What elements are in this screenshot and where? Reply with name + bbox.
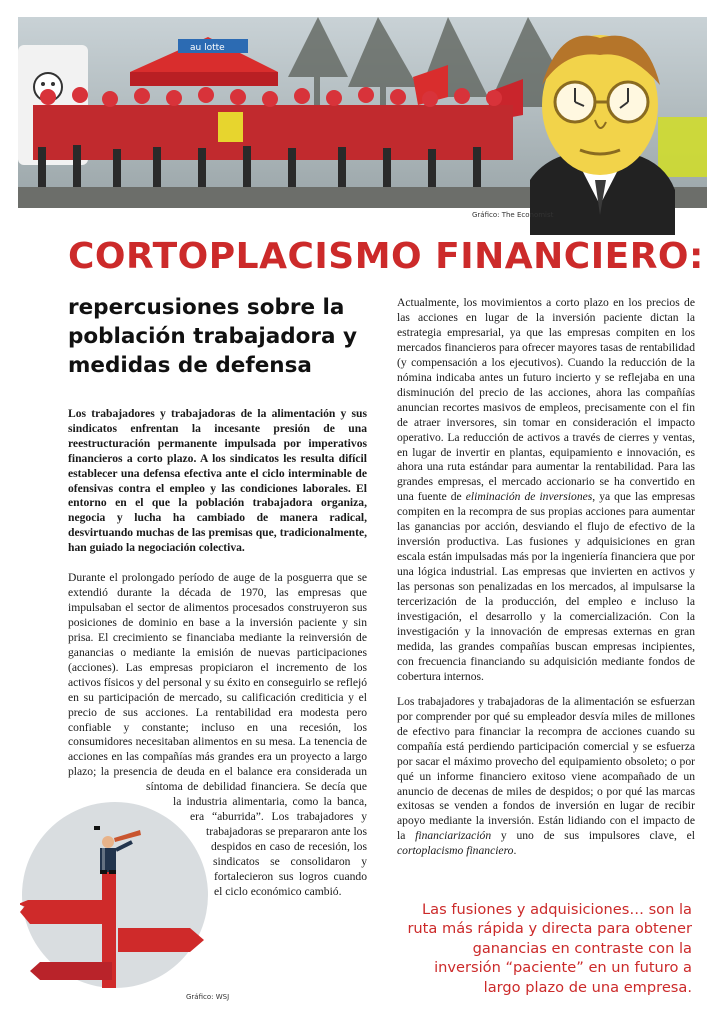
col2-p2-text-a: Los trabajadores y trabajadoras de la alimentación se esfuerzan por comprender por qué su empleador desvía miles de millones de efectivo para financiar la recompra de acciones cuando su compañía está perdiendo participación comercial y se esfuerza por sacar el máximo provecho del equipamiento obsoleto; o por qué un informe financiero exitoso viene acompañado de un anuncio de decenas de miles de despidos; o por qué las marcas exitosas se venden a fondos de inversión en lugar de recibir apoyo mediante la inversión. Están lidiando con el impacto de la [397,694,695,843]
businessman-telescope-illustration [20,800,210,990]
intro-text: Los trabajadores y trabajadoras de la alimentación y sus sindicatos enfrentan la incesante presión de una reestructuración permanente impulsada por imperativos financieros a corto plazo. A los sindicatos les resulta difícil establecer una defensa efectiva ante el ciclo interminable de ofensivas contra el empleo y las condiciones laborales. El entorno en el que la población trabajadora organiza, negocia y lucha ha cambiado de manera radical, desvirtuando muchas de las premisas que, tradicionalmente, han guiado la negociación colectiva. [68,407,367,555]
article-subtitle: repercusiones sobre la población trabajadora y medidas de defensa [68,295,358,378]
col2-p2-text-mid: y uno de sus impulsores clave, el [491,829,696,843]
col2-p1-text-a: Actualmente, los movimientos a corto plazo en los precios de las acciones en lugar de la inversión paciente dictan la estrategia empresarial, ya que las empresas compiten en los mercados financieros para ofrecer mayores tasas de rentabilidad (y compensación a los ejecutivos). Cuando la reducción de la nómina indicaba antes un futuro incierto y se reflejaba en una disminución del precio de las acciones, ahora las compañías anuncian recortes masivos de empleos, precisamente con el fin de atraer inversores, sin tomar en consideración el impacto operativo. La reducción de activos a través de cierres y ventas, en lugar de invertir en plantas, equipamiento e innovación, es ahora una ruta estándar para aumentar la rentabilidad. Para las grandes empresas, el mercado accionario se ha convertido en una fuente de [397,296,695,504]
col2-p1-text-b: , ya que las empresas compiten en la recompra de sus propias acciones para aumentar las ganancias por acción, desviando el flujo de efectivo de la inversión productiva. Las fusiones y adquisiciones en gran escala están impulsadas más por la ingeniería financiera que por una lógica industrial. Las empresas que invierten en activos y las personas son penalizadas en los mercados, al impulsarse la tercerización de la producción, del empleo e incluso la investigación, el desarrollo y la comercialización. Con la investigación y la innovación de empresas externas en gran medida, las grandes compañías buscan empresas incipientes, con frecuencia financiando su adquisición mediante fondos de cobertura internos. [397,490,695,683]
col2-p2-emphasis-2: cortoplacismo financiero [397,844,514,858]
article-title: CORTOPLACISMO FINANCIERO: [68,236,704,277]
column-right [397,296,695,859]
intro-paragraph [68,407,367,556]
col2-paragraph-1 [397,296,695,685]
tent-banner-text: au lotte [190,43,225,53]
photo-credit: Gráfico: The Economist [472,211,554,219]
pull-quote: Las fusiones y adquisiciones… son la ruta más rápida y directa para obtener ganancias en contraste con la inversión “paciente” en un futuro a largo plazo de una empresa. [407,901,692,996]
face-collage-illustration [520,30,680,235]
col2-p2-text-end: . [513,844,517,858]
col2-p2-emphasis-1: financiarización [415,829,492,843]
col1-paragraph: Durante el prolongado período de auge de la posguerra que se extendió durante la década de 1970, las empresas que impulsaban el sector de alimentos procesados construyeron sus posiciones de dominio en base a la inversión paciente y sin prisa. El crecimiento se financiaba mediante la reinversión de ganancias o mediante la emisión de nuevas participaciones (acciones). Las empresas propiciaron el incremento de los activos físicos y del personal y su éxito en conseguirlo se reflejó en su participación de mercado, su calificación crediticia y el precio de sus acciones. La rentabilidad era modesta pero confiable y constante; incluso en una recesión, los consumidores necesitaban alimentos en su mesa. La tenencia de acciones en las compañías más grandes era un proyecto a largo plazo; la presencia de deuda en el balance era considerada un síntoma de debilidad financiera. Se decía que la industria alimentaria, como la banca, era “aburrida”. Los trabajadores y trabajadoras se prepararon ante los despidos en caso de recesión, los sindicatos se consolidaron y fortalecieron sus logros cuando el ciclo económico cambió. [68,571,367,899]
illustration-credit: Gráfico: WSJ [186,993,230,1001]
col2-paragraph-2 [397,695,695,859]
col2-p1-emphasis: eliminación de inversiones [465,490,593,504]
